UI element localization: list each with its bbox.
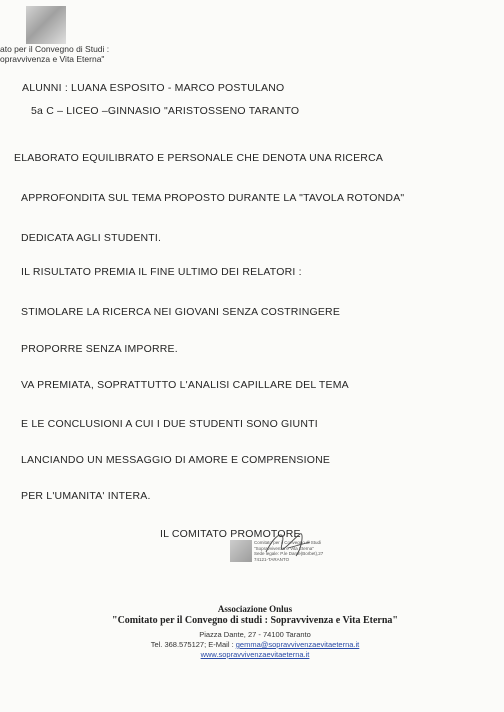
school-class: 5a C – LICEO –GINNASIO "ARISTOSSENO TARANTO [31, 105, 300, 117]
students-names: ALUNNI : LUANA ESPOSITO - MARCO POSTULANO [22, 82, 285, 94]
stamp-line-1: Comitato per il Convegno di Studi [254, 540, 322, 545]
footer-email-link[interactable]: gemma@sopravvivenzaevitaeterna.it [235, 640, 360, 649]
body-line: STIMOLARE LA RICERCA NEI GIOVANI SENZA COSTRINGERE [21, 306, 341, 318]
body-line: ELABORATO EQUILIBRATO E PERSONALE CHE DENOTA UNA RICERCA [14, 152, 384, 164]
association-stamp [224, 540, 344, 596]
body-line: APPROFONDITA SUL TEMA PROPOSTO DURANTE LA "TAVOLA ROTONDA" [21, 192, 405, 204]
footer-website [60, 650, 450, 659]
body-line: PER L'UMANITA' INTERA. [21, 490, 151, 502]
header-association-text [0, 44, 140, 64]
footer-address: Piazza Dante, 27 - 74100 Taranto [199, 630, 311, 639]
stamp-text [254, 540, 344, 562]
stamp-line-2: "Sopravvivenza e Vita Eterna" [254, 545, 314, 551]
stamp-line-4: 74121-TARANTO [254, 556, 290, 562]
body-line: LANCIANDO UN MESSAGGIO DI AMORE E COMPRENSIONE [21, 454, 331, 466]
stamp-logo [230, 540, 252, 562]
footer-tel: Tel. 368.575127; E-Mail : [150, 640, 236, 649]
footer-website-link[interactable]: www.sopravvivenzaevitaeterna.it [200, 650, 310, 659]
stamp-line-3: Sede legale: P.le Dante(Borbet),27 [254, 551, 324, 556]
body-line: IL RISULTATO PREMIA IL FINE ULTIMO DEI RELATORI : [21, 266, 302, 278]
header-text-line-1: ato per il Convegno di Studi : [0, 44, 110, 54]
body-line: E LE CONCLUSIONI A CUI I DUE STUDENTI SONO GIUNTI [21, 418, 318, 430]
footer-assoc-title: Associazione Onlus [217, 604, 293, 614]
footer-assoc-name: "Comitato per il Convegno di studi : Sopravvivenza e Vita Eterna" [112, 615, 398, 626]
signature-line: IL COMITATO PROMOTORE [160, 528, 301, 540]
header-text-line-2: opravvivenza e Vita Eterna" [0, 54, 105, 64]
body-line: DEDICATA AGLI STUDENTI. [21, 232, 162, 244]
body-line: PROPORRE SENZA IMPORRE. [21, 343, 178, 355]
body-line: VA PREMIATA, SOPRATTUTTO L'ANALISI CAPILLARE DEL TEMA [21, 379, 349, 391]
association-logo [26, 6, 66, 44]
footer-contacts [60, 640, 450, 649]
